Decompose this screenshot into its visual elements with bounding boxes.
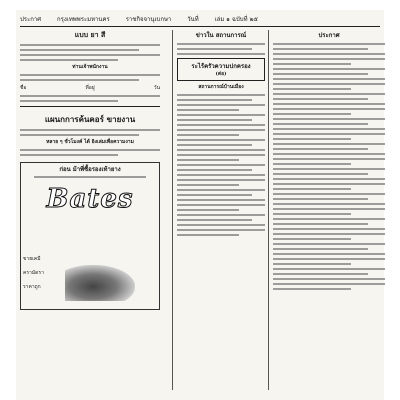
- text-line: [20, 79, 139, 81]
- text-line: [273, 143, 385, 145]
- text-line: [177, 224, 265, 226]
- text-line: [273, 283, 385, 285]
- text-line: [273, 178, 385, 180]
- text-line: [273, 253, 385, 255]
- text-line: [177, 104, 265, 106]
- text-line: [177, 174, 265, 176]
- text-line: [20, 44, 160, 46]
- text-line: [20, 95, 160, 97]
- text-line: [273, 173, 368, 175]
- masthead-date: เล่ม ๑ ฉบับที่ ๒๕: [214, 16, 258, 23]
- text-line: [177, 124, 265, 126]
- text-line: [177, 214, 265, 216]
- text-line: [273, 63, 351, 65]
- text-line: [20, 100, 118, 102]
- text-line: [273, 188, 351, 190]
- text-line: [20, 74, 160, 76]
- text-line: [273, 208, 385, 210]
- text-line: [177, 139, 265, 141]
- text-line: [273, 268, 385, 270]
- text-line: [273, 83, 385, 85]
- text-line: [177, 144, 252, 146]
- text-line: [177, 169, 252, 171]
- section-heading: ท่านเจ้าพนักงาน: [72, 64, 108, 70]
- text-line: [273, 73, 368, 75]
- text-line: [273, 203, 385, 205]
- text-line: [20, 149, 160, 151]
- text-line: [177, 43, 265, 45]
- masthead-item: ราชกิจจานุเบกษา: [125, 16, 172, 23]
- text-line: [273, 148, 368, 150]
- text-line: [20, 154, 118, 156]
- text-line: [273, 198, 368, 200]
- text-line: [177, 184, 239, 186]
- ad-subhead: หลาย ๆ ชั่วโมงค์ ได้ อิงเล่มเพื่อความงาม: [46, 139, 134, 145]
- text-line: [20, 129, 160, 131]
- text-line: [273, 183, 385, 185]
- text-line: [273, 78, 385, 80]
- text-line: [20, 49, 139, 51]
- text-line: [177, 204, 265, 206]
- text-line: [177, 99, 252, 101]
- column-title: แบบ ยา สี: [74, 30, 106, 39]
- text-line: [273, 218, 385, 220]
- text-line: [273, 53, 385, 55]
- column-right: [268, 30, 385, 390]
- text-line: [273, 273, 368, 275]
- column-middle: [172, 30, 265, 390]
- text-line: [273, 233, 385, 235]
- text-line: [177, 234, 239, 236]
- text-line: [273, 163, 351, 165]
- text-line: [273, 213, 351, 215]
- text-line: [273, 223, 368, 225]
- text-line: [273, 193, 385, 195]
- text-line: [273, 158, 385, 160]
- text-line: [273, 98, 368, 100]
- section-heading: สถานการณ์บ้านเมือง: [198, 84, 244, 90]
- text-line: [177, 119, 252, 121]
- signature-label: ที่อยู่: [85, 85, 95, 91]
- text-line: [34, 176, 146, 178]
- text-line: [20, 134, 139, 136]
- text-line: [20, 54, 160, 56]
- text-line: [177, 219, 252, 221]
- text-line: [177, 129, 265, 131]
- text-line: [273, 133, 385, 135]
- headline-sub: (ต่อ): [215, 71, 227, 77]
- text-line: [177, 209, 239, 211]
- ad-label: ราคาถูก: [23, 284, 41, 290]
- masthead-item: ประกาศ: [20, 16, 42, 23]
- text-line: [273, 103, 385, 105]
- text-line: [273, 263, 351, 265]
- text-line: [177, 114, 265, 116]
- text-line: [177, 179, 265, 181]
- text-line: [177, 164, 265, 166]
- text-line: [273, 113, 351, 115]
- text-line: [177, 134, 239, 136]
- text-line: [177, 149, 265, 151]
- text-line: [273, 118, 385, 120]
- signature-label: วัน: [153, 85, 160, 91]
- text-line: [273, 43, 385, 45]
- text-line: [273, 243, 385, 245]
- text-line: [273, 128, 385, 130]
- text-line: [273, 168, 385, 170]
- text-line: [273, 228, 385, 230]
- text-line: [273, 93, 385, 95]
- text-line: [177, 199, 265, 201]
- advertisement: [20, 162, 160, 310]
- text-line: [273, 58, 385, 60]
- text-line: [273, 138, 351, 140]
- text-line: [273, 258, 385, 260]
- ad-label: ขายเคมี: [23, 256, 41, 262]
- text-line: [273, 248, 368, 250]
- text-line: [273, 238, 351, 240]
- signature-label: ชื่อ: [20, 85, 27, 91]
- text-line: [177, 53, 265, 55]
- text-line: [273, 278, 385, 280]
- column-heading: ข่าวใน สถานการณ์: [195, 32, 247, 39]
- text-line: [273, 288, 351, 290]
- text-line: [177, 109, 239, 111]
- text-line: [177, 48, 252, 50]
- headline-box: [177, 58, 265, 81]
- text-line: [177, 159, 239, 161]
- text-line: [177, 229, 265, 231]
- headline: ระไร้ครัวความปกครอง: [191, 63, 251, 70]
- masthead-item: กรุงเทพพระมหานคร: [57, 16, 110, 23]
- signature-row: [20, 84, 160, 92]
- column-left: [20, 30, 160, 310]
- brand-logo: Bates: [46, 184, 134, 214]
- text-line: [273, 153, 385, 155]
- ad-heading: แผนกการค้นคอร์ ขายงาน: [44, 114, 136, 124]
- text-line: [20, 59, 118, 61]
- masthead-item: วันที่: [187, 16, 199, 23]
- text-line: [273, 48, 368, 50]
- masthead: [20, 14, 380, 27]
- text-line: [177, 194, 252, 196]
- column-heading: ประกาศ: [318, 32, 340, 39]
- ad-tagline: ก่อน ม้าพี่ซื้อรองเท้ายาง: [59, 166, 121, 173]
- text-line: [177, 94, 265, 96]
- shoe-illustration: [65, 265, 135, 301]
- text-line: [273, 68, 385, 70]
- text-line: [177, 189, 265, 191]
- text-line: [273, 88, 351, 90]
- text-line: [177, 154, 265, 156]
- divider: [20, 106, 160, 107]
- ad-label: ครามัดรา: [23, 270, 44, 276]
- text-line: [273, 123, 368, 125]
- text-line: [273, 108, 385, 110]
